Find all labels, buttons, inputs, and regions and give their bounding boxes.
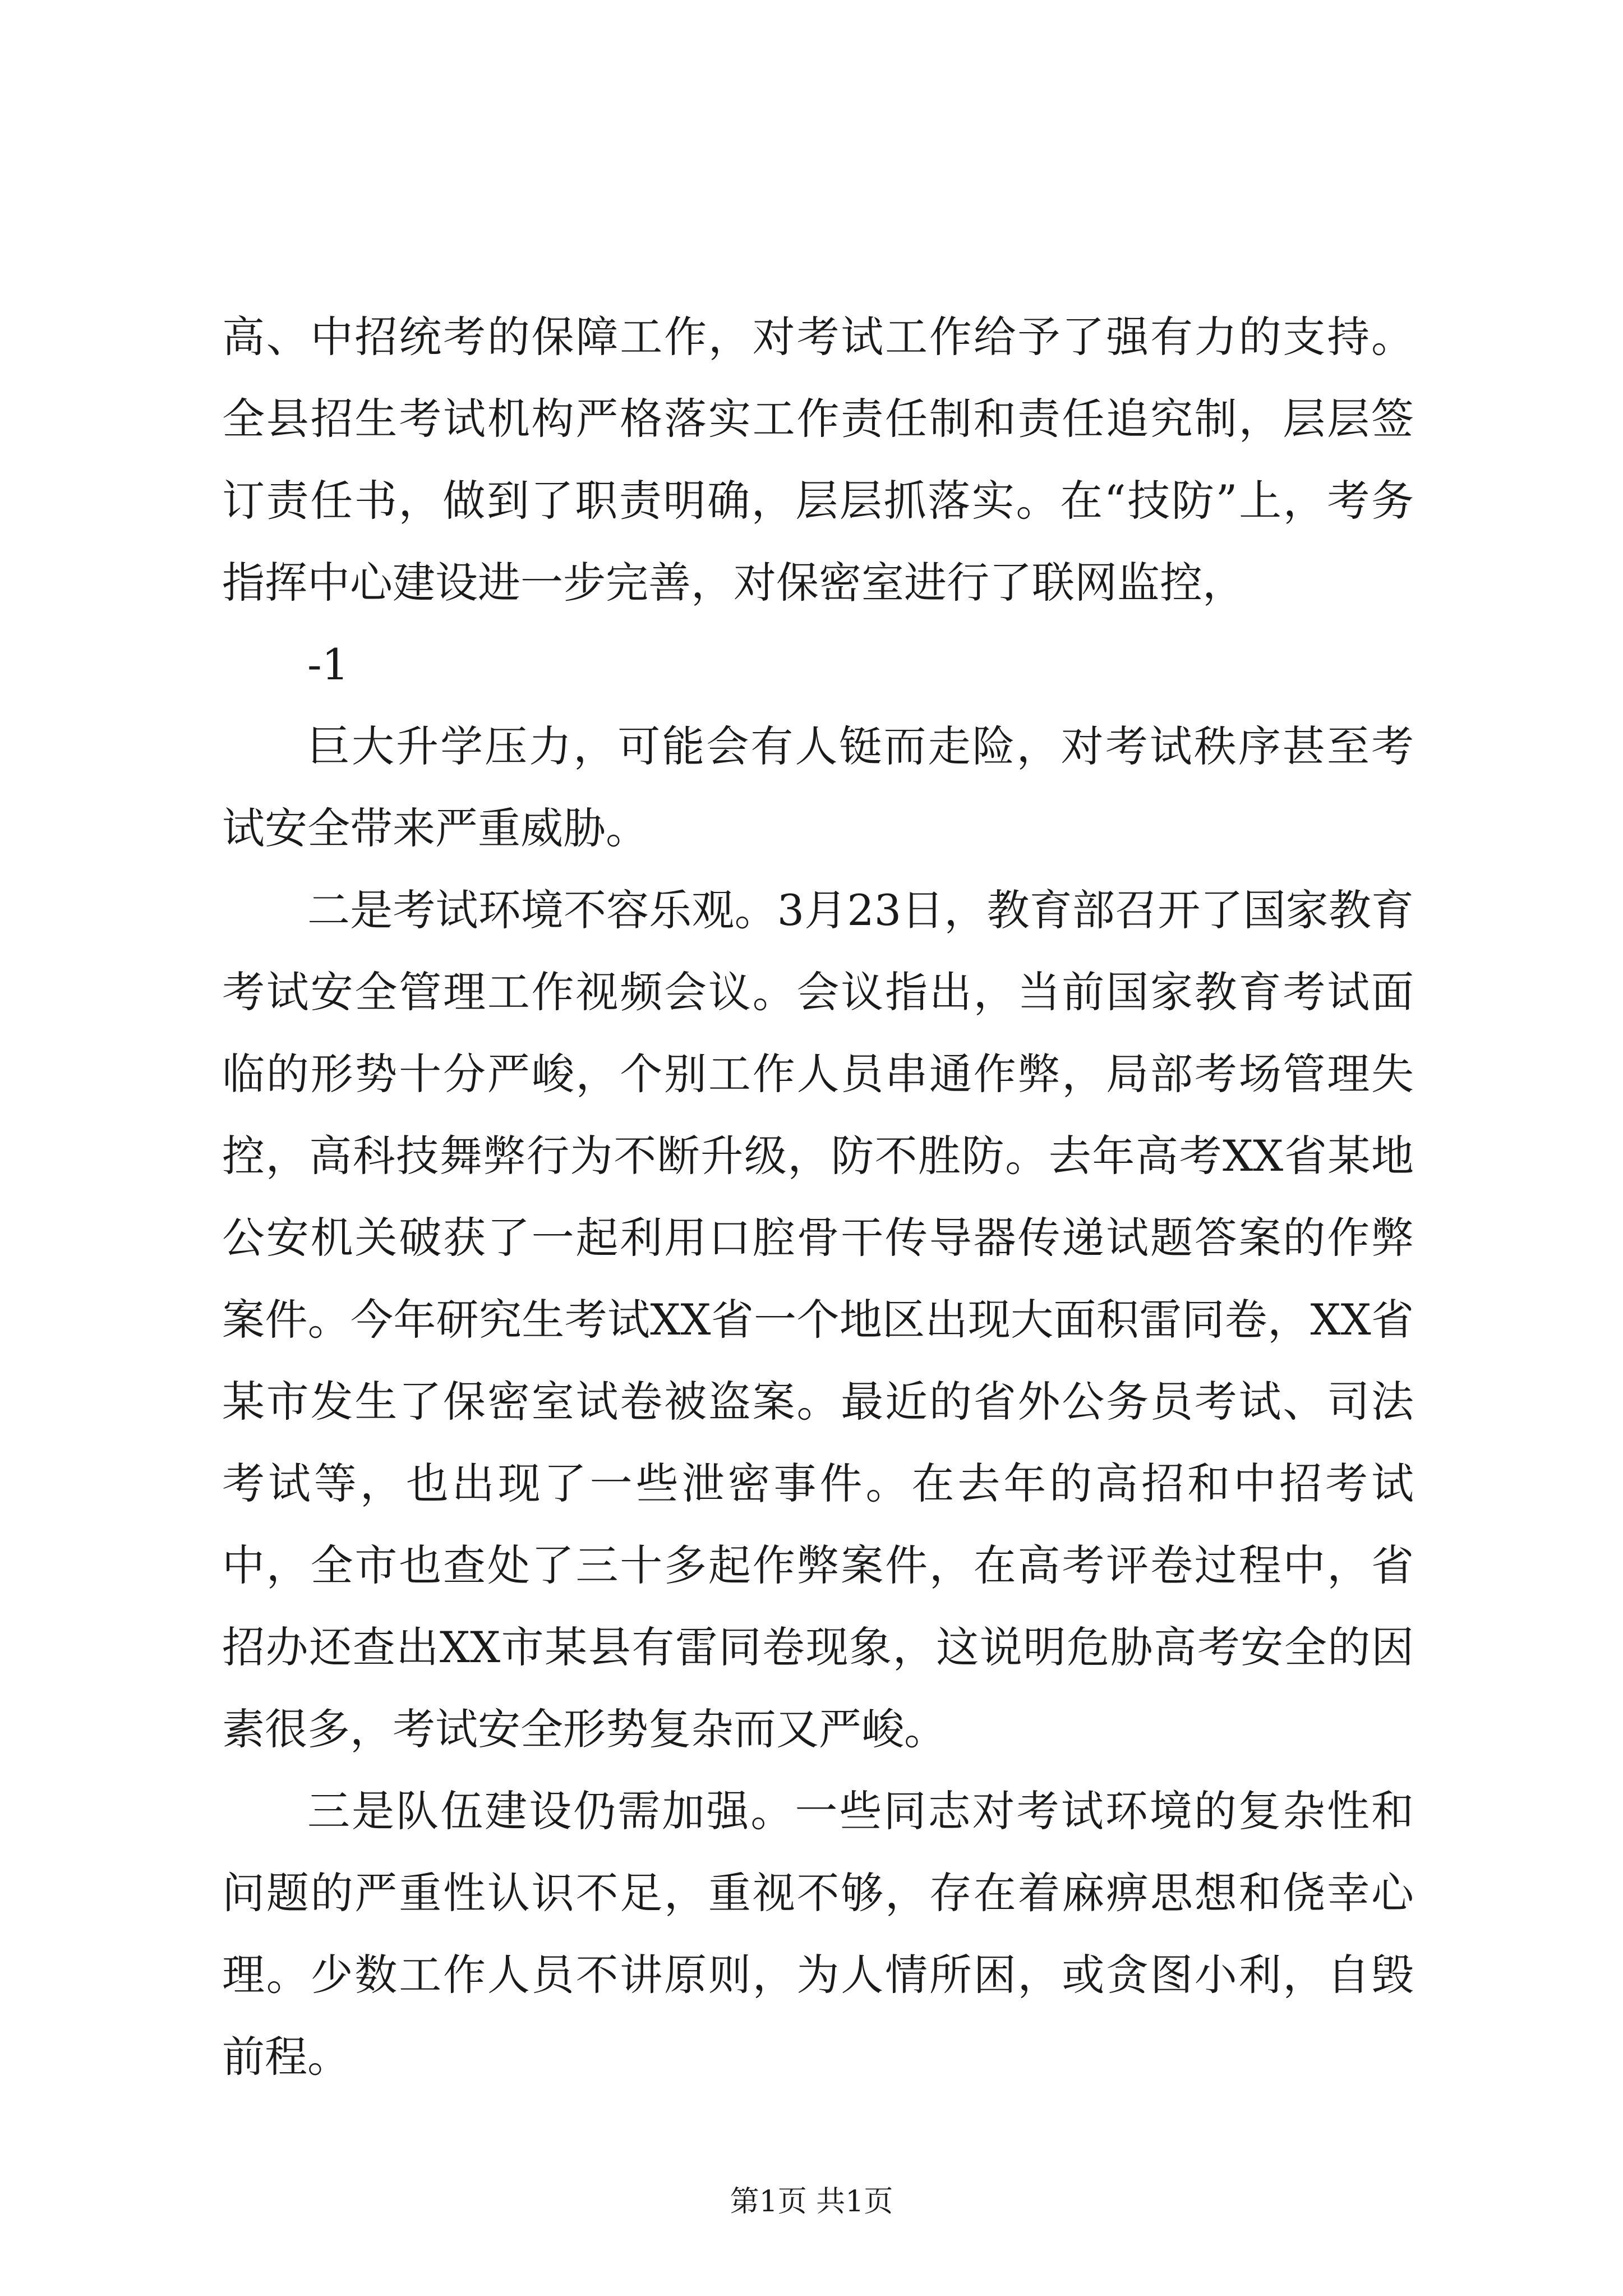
document-body	[222, 296, 1414, 2098]
page-footer	[0, 2182, 1623, 2221]
paragraph-page-marker: -1	[307, 639, 349, 689]
paragraph-5: 三是队伍建设仍需加强。一些同志对考试环境的复杂性和问题的严重性认识不足，重视不够，存在着麻痹思想和侥幸心理。少数工作人员不讲原则，为人情所困，或贪图小利，自毁前程。	[222, 1786, 1414, 2082]
paragraph-3: 巨大升学压力，可能会有人铤而走险，对考试秩序甚至考试安全带来严重威胁。	[222, 721, 1414, 853]
paragraph-1: 高、中招统考的保障工作，对考试工作给予了强有力的支持。全县招生考试机构严格落实工作责任制和责任追究制，层层签订责任书，做到了职责明确，层层抓落实。在“技防”上，考务指挥中心建设进一步完善，对保密室进行了联网监控，	[222, 312, 1414, 608]
paragraph-4: 二是考试环境不容乐观。3月23日，教育部召开了国家教育考试安全管理工作视频会议。会议指出，当前国家教育考试面临的形势十分严峻，个别工作人员串通作弊，局部考场管理失控，高科技舞弊行为不断升级，防不胜防。去年高考XX省某地公安机关破获了一起利用口腔骨干传导器传递试题答案的作弊案件。今年研究生考试XX省一个地区出现大面积雷同卷，XX省某市发生了保密室试卷被盗案。最近的省外公务员考试、司法考试等，也出现了一些泄密事件。在去年的高招和中招考试中，全市也查处了三十多起作弊案件，在高考评卷过程中，省招办还查出XX市某县有雷同卷现象，这说明危胁高考安全的因素很多，考试安全形势复杂而又严峻。	[222, 885, 1414, 1754]
page-number-label: 第1页 共1页	[730, 2185, 893, 2219]
